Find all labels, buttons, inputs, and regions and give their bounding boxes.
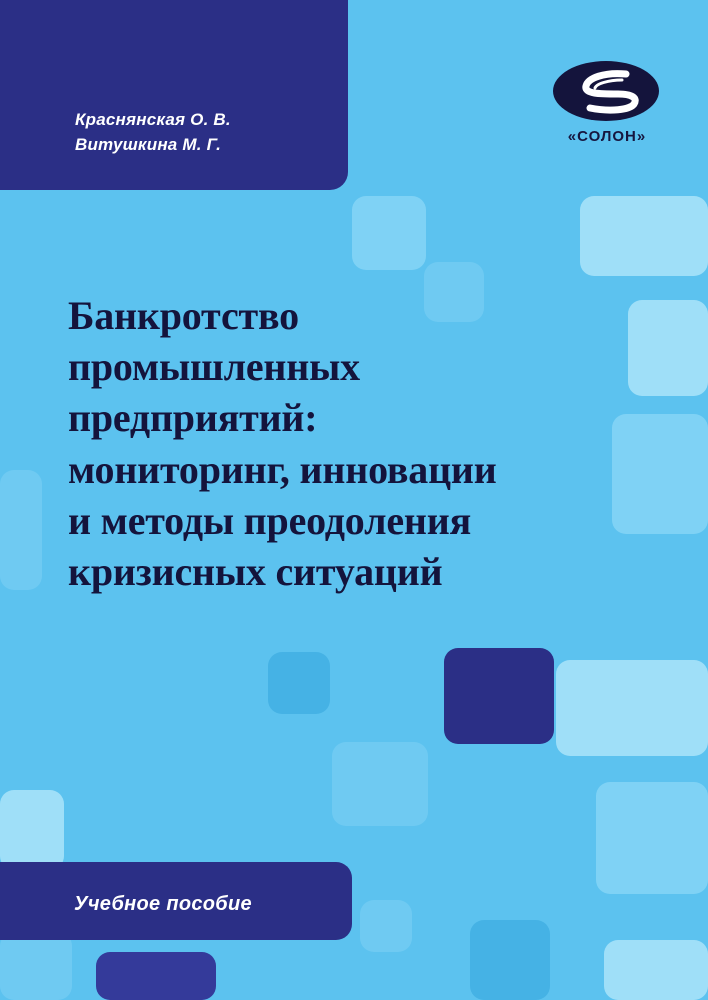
- decor-square: [580, 196, 708, 276]
- title-line-1: Банкротство: [68, 293, 299, 338]
- decor-square: [470, 920, 550, 1000]
- title-line-5: и методы преодоления: [68, 497, 472, 543]
- book-title: [68, 290, 648, 597]
- decor-square: [352, 196, 426, 270]
- decor-square: [268, 652, 330, 714]
- decor-square: [0, 932, 72, 1000]
- book-subtitle: Учебное пособие: [74, 893, 252, 915]
- decor-square: [96, 952, 216, 1000]
- author-name-1: Краснянская О. В.: [75, 110, 231, 129]
- decor-square: [604, 940, 708, 1000]
- author-names: [75, 108, 231, 157]
- decor-square: [444, 648, 554, 744]
- decor-square: [596, 782, 708, 894]
- publisher-name: «СОЛОН»: [567, 128, 647, 145]
- author-name-2: Витушкина М. Г.: [75, 134, 222, 154]
- decor-square: [0, 470, 42, 590]
- title-line-6: кризисных ситуаций: [68, 548, 443, 594]
- decor-square: [332, 742, 428, 826]
- solon-logo-icon: [552, 60, 660, 122]
- decor-square: [0, 790, 64, 870]
- title-line-2: промышленных: [68, 344, 360, 390]
- title-line-3: предприятий:: [68, 395, 318, 441]
- title-line-4: мониторинг, инновации: [68, 446, 497, 492]
- author-panel: [0, 0, 348, 190]
- decor-square: [360, 900, 412, 952]
- publisher-block: [552, 60, 662, 145]
- decor-square: [556, 660, 708, 756]
